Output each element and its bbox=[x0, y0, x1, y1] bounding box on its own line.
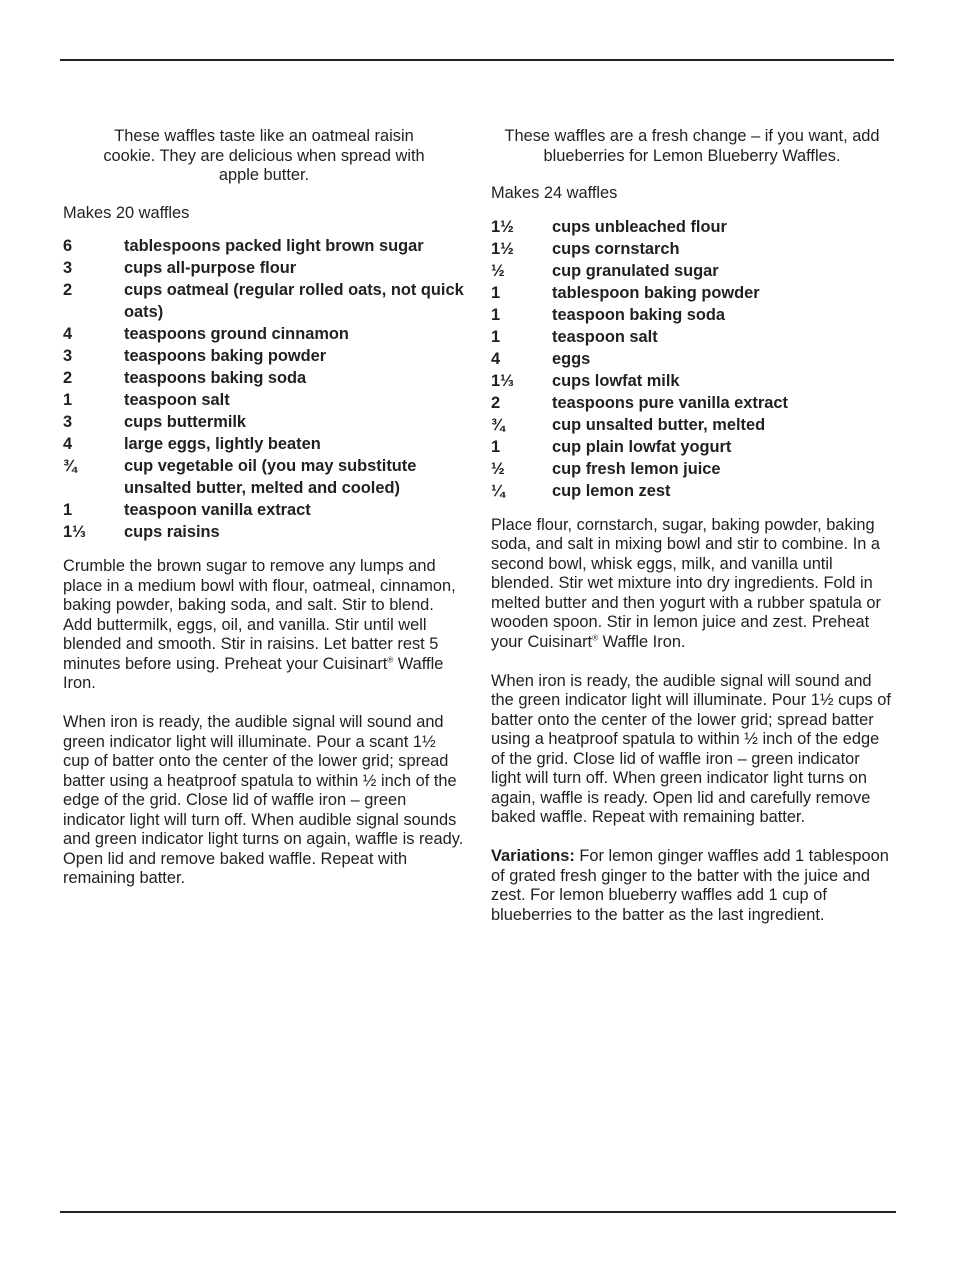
ingredient-quantity: 2 bbox=[491, 393, 501, 412]
ingredient-row bbox=[491, 238, 893, 260]
ingredient-row bbox=[491, 480, 893, 502]
ingredient-name: cups all-purpose flour bbox=[124, 259, 297, 277]
registered-mark: ® bbox=[387, 655, 394, 665]
ingredient-quantity: 1½ bbox=[491, 217, 514, 236]
ingredient-quantity: ¾ bbox=[63, 457, 77, 475]
ingredient-row bbox=[63, 389, 465, 411]
ingredient-name: teaspoon baking soda bbox=[552, 305, 726, 324]
ingredient-quantity: 3 bbox=[63, 347, 73, 365]
ingredient-name: cups buttermilk bbox=[124, 413, 247, 431]
ingredient-row bbox=[491, 348, 893, 370]
ingredient-quantity: 1 bbox=[63, 391, 73, 409]
ingredient-quantity: 6 bbox=[63, 237, 73, 255]
ingredient-name: teaspoons baking soda bbox=[124, 369, 307, 387]
method-text-end: Waffle Iron. bbox=[63, 654, 444, 692]
variations-label: Variations: bbox=[491, 847, 575, 865]
ingredient-quantity: 3 bbox=[63, 413, 73, 431]
ingredient-row bbox=[63, 257, 465, 279]
ingredient-quantity: ½ bbox=[491, 459, 505, 478]
ingredient-row bbox=[63, 455, 465, 499]
bottom-rule bbox=[60, 1211, 896, 1213]
ingredient-row bbox=[63, 235, 465, 257]
ingredient-name: teaspoons pure vanilla extract bbox=[552, 393, 788, 412]
cooking-paragraph: When iron is ready, the audible signal will sound and the green indicator light will illuminate. Pour 1½ cups of batter onto the center of the lower grid; spread batter using a heatproof spatula to within ½ inch of the edge of the grid. Close lid of waffle iron – green indicator light will turn off. When green indicator light turns on again, waffle is ready. Open lid and carefully remove baked waffle. Repeat with remaining batter. bbox=[491, 671, 891, 826]
ingredient-row bbox=[491, 304, 893, 326]
ingredient-name: large eggs, lightly beaten bbox=[124, 435, 321, 453]
ingredient-quantity: 1 bbox=[63, 501, 73, 519]
ingredient-row bbox=[491, 414, 893, 436]
ingredient-name: cups oatmeal (regular rolled oats, not quick oats) bbox=[124, 281, 464, 321]
ingredient-row bbox=[491, 216, 893, 238]
ingredient-quantity: 1⅓ bbox=[491, 371, 514, 390]
top-rule bbox=[60, 59, 894, 61]
ingredient-quantity: 2 bbox=[63, 369, 73, 387]
method-paragraph bbox=[63, 557, 465, 694]
ingredient-row bbox=[63, 411, 465, 433]
recipe-intro: These waffles are a fresh change – if you want, add blueberries for Lemon Blueberry Waffles. bbox=[504, 127, 880, 165]
variations-paragraph bbox=[491, 847, 893, 925]
recipe-intro: These waffles taste like an oatmeal raisin cookie. They are delicious when spread with apple butter. bbox=[103, 127, 425, 184]
ingredient-row bbox=[63, 367, 465, 389]
ingredient-name: cup unsalted butter, melted bbox=[552, 415, 766, 434]
ingredient-name: cup lemon zest bbox=[552, 481, 671, 500]
ingredient-row bbox=[491, 458, 893, 480]
ingredient-name: cup granulated sugar bbox=[552, 261, 719, 280]
ingredient-quantity: 1 bbox=[491, 283, 501, 302]
ingredient-quantity: 1⅓ bbox=[63, 523, 86, 541]
ingredient-name: cups raisins bbox=[124, 523, 220, 541]
ingredient-name: teaspoons baking powder bbox=[124, 347, 327, 365]
ingredient-name: tablespoon baking powder bbox=[552, 283, 760, 302]
ingredient-quantity: ¼ bbox=[491, 481, 505, 500]
method-paragraph bbox=[491, 516, 893, 653]
recipe-yield: Makes 24 waffles bbox=[491, 184, 618, 202]
ingredient-quantity: 4 bbox=[491, 349, 501, 368]
method-text: Crumble the brown sugar to remove any lumps and place in a medium bowl with flour, oatmeal, cinnamon, baking powder, baking soda, and salt. Stir to blend. Add buttermilk, eggs, oil, and vanilla. Stir until well blended and smooth. Stir in raisins. Let batter rest 5 minutes before using. Preheat your Cuisinart bbox=[63, 557, 456, 673]
ingredient-quantity: 1 bbox=[491, 437, 501, 456]
ingredient-row bbox=[63, 433, 465, 455]
ingredient-list bbox=[491, 216, 893, 502]
ingredient-row bbox=[491, 436, 893, 458]
recipe-yield: Makes 20 waffles bbox=[63, 203, 190, 222]
ingredient-row bbox=[63, 499, 465, 521]
ingredient-row bbox=[63, 323, 465, 345]
method-text-end: Waffle Iron. bbox=[598, 632, 686, 651]
ingredient-name: teaspoons ground cinnamon bbox=[124, 325, 349, 343]
ingredient-quantity: 1 bbox=[491, 305, 501, 324]
ingredient-quantity: 3 bbox=[63, 259, 73, 277]
ingredient-name: teaspoon salt bbox=[124, 391, 230, 409]
ingredient-name: cup plain lowfat yogurt bbox=[552, 437, 732, 456]
ingredient-name: tablespoons packed light brown sugar bbox=[124, 237, 424, 255]
ingredient-name: eggs bbox=[552, 349, 591, 368]
ingredient-row bbox=[63, 345, 465, 367]
ingredient-name: cup vegetable oil (you may substitute unsalted butter, melted and cooled) bbox=[124, 457, 417, 497]
ingredient-row bbox=[491, 260, 893, 282]
method-text: Place flour, cornstarch, sugar, baking powder, baking soda, and salt in mixing bowl and stir to combine. In a second bowl, whisk eggs, milk, and vanilla until blended. Stir wet mixture into dry ingredients. Fold in melted butter and then yogurt with a rubber spatula or wooden spoon. Stir in lemon juice and zest. Preheat your Cuisinart bbox=[491, 515, 881, 651]
ingredient-quantity: 1½ bbox=[491, 239, 514, 258]
ingredient-name: cups unbleached flour bbox=[552, 217, 727, 236]
ingredient-name: cups lowfat milk bbox=[552, 371, 680, 390]
ingredient-row bbox=[491, 326, 893, 348]
left-recipe bbox=[63, 127, 465, 908]
ingredient-quantity: 2 bbox=[63, 281, 73, 299]
ingredient-list bbox=[63, 235, 465, 543]
ingredient-row bbox=[491, 370, 893, 392]
ingredient-quantity: ¾ bbox=[491, 415, 505, 434]
ingredient-row bbox=[63, 521, 465, 543]
ingredient-quantity: 4 bbox=[63, 435, 73, 453]
ingredient-name: cups cornstarch bbox=[552, 239, 680, 258]
ingredient-row bbox=[63, 279, 465, 323]
ingredient-name: cup fresh lemon juice bbox=[552, 459, 721, 478]
ingredient-row bbox=[491, 392, 893, 414]
ingredient-name: teaspoon vanilla extract bbox=[124, 501, 311, 519]
ingredient-quantity: ½ bbox=[491, 261, 505, 280]
right-recipe bbox=[491, 127, 893, 945]
ingredient-row bbox=[491, 282, 893, 304]
registered-mark: ® bbox=[592, 633, 599, 643]
ingredient-quantity: 4 bbox=[63, 325, 73, 343]
variations-text: For lemon ginger waffles add 1 tablespoon of grated fresh ginger to the batter with the juice and zest. For lemon blueberry waffles add 1 cup of blueberries to the batter as the last ingredient. bbox=[491, 847, 889, 924]
ingredient-name: teaspoon salt bbox=[552, 327, 658, 346]
cooking-paragraph: When iron is ready, the audible signal will sound and green indicator light will illuminate. Pour a scant 1½ cup of batter onto the center of the lower grid; spread batter using a heatproof spatula to within ½ inch of the edge of the grid. Close lid of waffle iron – green indicator light will turn off. When audible signal sounds and green indicator light turns on again, waffle is ready. Open lid and remove baked waffle. Repeat with remaining batter. bbox=[63, 713, 464, 887]
ingredient-quantity: 1 bbox=[491, 327, 501, 346]
